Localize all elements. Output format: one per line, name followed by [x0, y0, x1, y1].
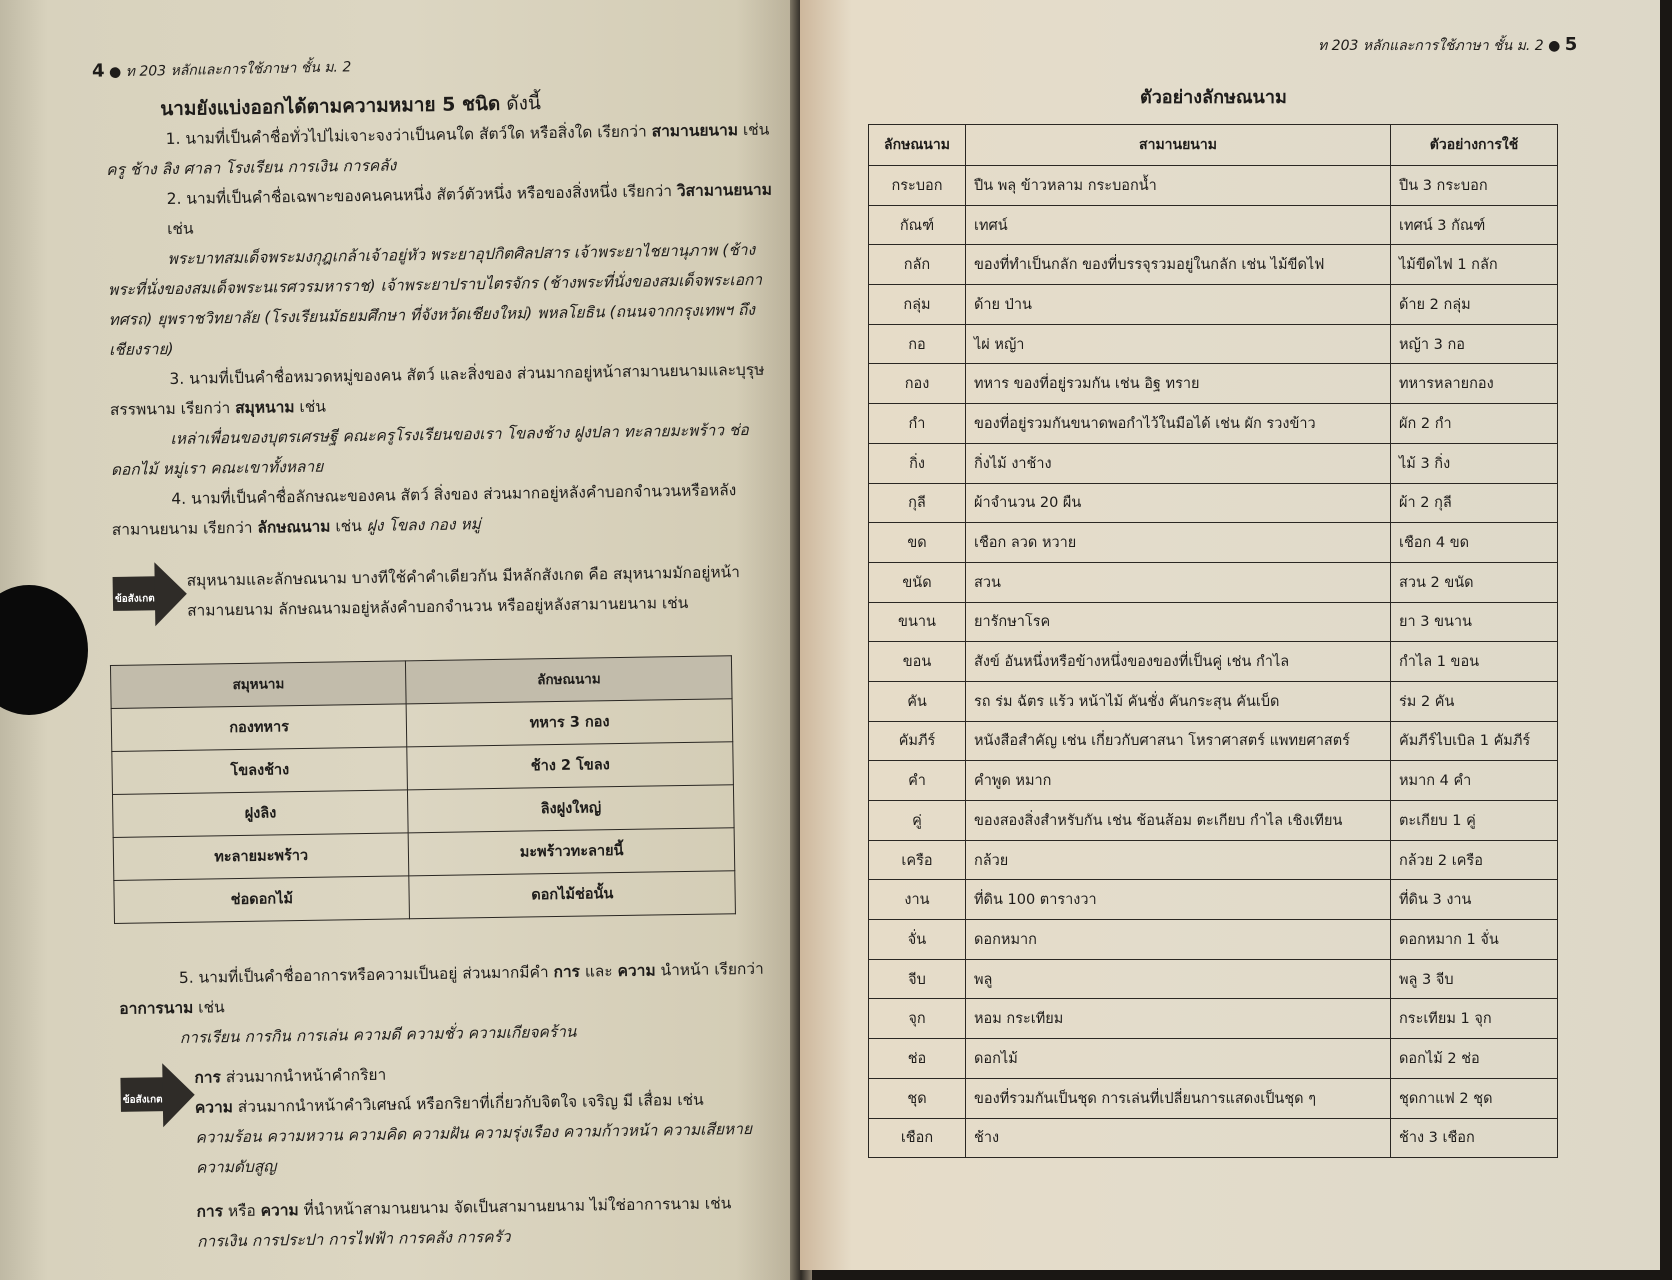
note-arrow-icon: ข้อสังเกต [112, 562, 187, 627]
table-cell: งาน [869, 880, 966, 920]
left-body [105, 84, 793, 1257]
section-heading: นามยังแบ่งออกได้ตามความหมาย 5 ชนิด ดังนี้ [160, 92, 542, 121]
table-cell: กัณฑ์ [869, 205, 966, 245]
table-cell: เชือก ลวด หวาย [966, 523, 1391, 563]
table-row [869, 443, 1558, 483]
table-cell: กลัก [869, 245, 966, 285]
table-cell: สวน 2 ขนัด [1391, 562, 1558, 602]
table-row: ช่อดอกไม้ ดอกไม้ช่อนั้น [114, 871, 736, 924]
table-cell: คำพูด หมาก [966, 761, 1391, 801]
table-row: โขลงช้าง ช้าง 2 โขลง [112, 742, 734, 795]
table-row [869, 959, 1558, 999]
table-row [869, 999, 1558, 1039]
table-cell: ของที่อยู่รวมกันขนาดพอกำไว้ในมือได้ เช่น ผัก รวงข้าว [966, 404, 1391, 444]
page-number: 5 [1564, 34, 1578, 55]
table-cell: ด้าย ป่าน [966, 285, 1391, 325]
item-1-examples: ครู ช้าง ลิง ศาลา โรงเรียน การเงิน การคลัง [106, 156, 397, 179]
table-cell: กุลี [869, 483, 966, 523]
table-cell: ผ้าจำนวน 20 ผืน [966, 483, 1391, 523]
table-row [869, 721, 1558, 761]
item-2-examples: พระบาทสมเด็จพระมงกุฎเกล้าเจ้าอยู่หัว พระยาอุปกิตศิลปสาร เจ้าพระยาไชยานุภาพ (ช้างพระที่นั่งของสมเด็จพระนเรศวรมหาราช) เจ้าพระยาปราบไตรจักร (ช้างพระที่นั่งของสมเด็จพระเอกาทศรถ) ยุพราชวิทยาลัย (โรงเรียนมัธยมศึกษา ที่จังหวัดเชียงใหม่) พหลโยธิน (ถนนจากกรุงเทพฯ ถึงเชียงราย) [107, 240, 763, 359]
table-row [869, 404, 1558, 444]
table-cell: ทหาร ของที่อยู่รวมกัน เช่น อิฐ ทราย [966, 364, 1391, 404]
bullet: ● [1548, 38, 1561, 54]
table-cell: กอง [869, 364, 966, 404]
item-3: 3. นามที่เป็นคำชื่อหมวดหมู่ของคน สัตว์ และสิ่งของ ส่วนมากอยู่หน้าสามานยนามและบุรุษสรรพนาม เรียกว่า สมุหนาม เช่น [109, 360, 765, 419]
table-row [869, 880, 1558, 920]
left-page [0, 0, 800, 1280]
table-cell: พลู [966, 959, 1391, 999]
table-cell: ของที่รวมกันเป็นชุด การเล่นที่เปลี่ยนการแสดงเป็นชุด ๆ [966, 1078, 1391, 1118]
right-page-header [1318, 34, 1577, 57]
table-row: ฝูงลิง ลิงฝูงใหญ่ [112, 785, 734, 838]
table-row [869, 920, 1558, 960]
table-cell: ชุด [869, 1078, 966, 1118]
table-cell: กำ [869, 404, 966, 444]
table-row [869, 483, 1558, 523]
table-cell: สวน [966, 562, 1391, 602]
table-cell: ดอกไม้ 2 ช่อ [1391, 1039, 1558, 1079]
table-cell: คู่ [869, 801, 966, 841]
table-cell: กลุ่ม [869, 285, 966, 325]
item-5-examples: การเรียน การกิน การเล่น ความดี ความชั่ว ความเกียจคร้าน [179, 1022, 577, 1047]
table-cell: เชือก 4 ขด [1391, 523, 1558, 563]
table-row: ทะลายมะพร้าว มะพร้าวทะลายนี้ [113, 828, 735, 881]
table-cell: เชือก [869, 1118, 966, 1158]
table-header: สามานยนาม [966, 125, 1391, 166]
item-3-examples: เหล่าเพื่อนของบุตรเศรษฐี คณะครูโรงเรียนของเรา โขลงช้าง ฝูงปลา ทะลายมะพร้าว ช่อดอกไม้ หมู่เรา คณะเขาทั้งหลาย [110, 420, 749, 479]
table-cell: ยารักษาโรค [966, 602, 1391, 642]
table-row [869, 761, 1558, 801]
note-2 [120, 1053, 793, 1258]
classifier-examples-table [868, 124, 1558, 1158]
table-cell: ขนาน [869, 602, 966, 642]
table-row [869, 166, 1558, 206]
table-header: สมุหนาม [110, 661, 406, 709]
table-cell: ปืน พลุ ข้าวหลาม กระบอกน้ำ [966, 166, 1391, 206]
table-row [869, 523, 1558, 563]
note-1 [112, 552, 783, 627]
table-row [869, 205, 1558, 245]
table-row [869, 324, 1558, 364]
table-cell: ของสองสิ่งสำหรับกัน เช่น ช้อนส้อม ตะเกียบ กำไล เชิงเทียน [966, 801, 1391, 841]
note-arrow-icon: ข้อสังเกต [120, 1063, 195, 1128]
table-cell: คำ [869, 761, 966, 801]
table-header: ลักษณนาม [869, 125, 966, 166]
table-cell: จีบ [869, 959, 966, 999]
table-cell: เครือ [869, 840, 966, 880]
item-4: 4. นามที่เป็นคำชื่อลักษณะของคน สัตว์ สิ่งของ ส่วนมากอยู่หลังคำบอกจำนวนหรือหลังสามานยนาม เรียกว่า ลักษณนาม เช่น ฝูง โขลง กอง หมู่ [111, 481, 737, 539]
table-cell: ผัก 2 กำ [1391, 404, 1558, 444]
table-cell: กระบอก [869, 166, 966, 206]
table-row [869, 681, 1558, 721]
thumb-index-hole [0, 585, 88, 715]
table-cell: ร่ม 2 คัน [1391, 681, 1558, 721]
table-cell: ไผ่ หญ้า [966, 324, 1391, 364]
table-cell: ช้าง 3 เชือก [1391, 1118, 1558, 1158]
table-header: ตัวอย่างการใช้ [1391, 125, 1558, 166]
table-cell: กิ่งไม้ งาช้าง [966, 443, 1391, 483]
table-cell: คัมภีร์ไบเบิล 1 คัมภีร์ [1391, 721, 1558, 761]
table-cell: ปืน 3 กระบอก [1391, 166, 1558, 206]
table-row [869, 1039, 1558, 1079]
table-cell: จุก [869, 999, 966, 1039]
item-1: 1. นามที่เป็นคำชื่อทั่วไปไม่เจาะจงว่าเป็นคนใด สัตว์ใด หรือสิ่งใด เรียกว่า สามานยนาม เช่น [165, 120, 770, 149]
note-1-text: สมุหนามและลักษณนาม บางทีใช้คำคำเดียวกัน มีหลักสังเกต คือ สมุหนามมักอยู่หน้าสามานยนาม ลักษณนามอยู่หลังคำบอกจำนวน หรืออยู่หลังสามานยนาม เช่น [186, 563, 741, 620]
left-page-header [92, 55, 352, 83]
table-row [869, 642, 1558, 682]
table-row: กองทหาร ทหาร 3 กอง [111, 699, 733, 752]
table-cell: หนังสือสำคัญ เช่น เกี่ยวกับศาสนา โหราศาสตร์ แพทยศาสตร์ [966, 721, 1391, 761]
classifier-examples-title: ตัวอย่างลักษณนาม [1140, 87, 1287, 108]
table-cell: ที่ดิน 3 งาน [1391, 880, 1558, 920]
table-cell: ดอกหมาก 1 จั่น [1391, 920, 1558, 960]
table-row [869, 840, 1558, 880]
table-cell: กิ่ง [869, 443, 966, 483]
table-cell: กล้วย 2 เครือ [1391, 840, 1558, 880]
table-cell: ดอกไม้ [966, 1039, 1391, 1079]
table-cell: หมาก 4 คำ [1391, 761, 1558, 801]
table-cell: กอ [869, 324, 966, 364]
table-row [869, 364, 1558, 404]
table-cell: หญ้า 3 กอ [1391, 324, 1558, 364]
item-2: 2. นามที่เป็นคำชื่อเฉพาะของคนคนหนึ่ง สัตว์ตัวหนึ่ง หรือของสิ่งหนึ่ง เรียกว่า วิสามานยนาม เช่น [166, 180, 772, 239]
table-cell: สังข์ อันหนึ่งหรือข้างหนึ่งของของที่เป็นคู่ เช่น กำไล [966, 642, 1391, 682]
course-title: ท 203 หลักและการใช้ภาษา ชั้น ม. 2 [1318, 38, 1544, 54]
table-cell: ยา 3 ขนาน [1391, 602, 1558, 642]
table-cell: ด้าย 2 กลุ่ม [1391, 285, 1558, 325]
table-row [869, 285, 1558, 325]
collective-vs-classifier-table [110, 655, 736, 924]
table-cell: ไม้ 3 กิ่ง [1391, 443, 1558, 483]
table-header: ลักษณนาม [406, 656, 732, 704]
table-cell: กระเทียม 1 จุก [1391, 999, 1558, 1039]
page-number: 4 [91, 60, 105, 82]
table-row [869, 1118, 1558, 1158]
table-row [869, 1078, 1558, 1118]
table-cell: ช่อ [869, 1039, 966, 1079]
table-cell: กล้วย [966, 840, 1391, 880]
table-cell: พลู 3 จีบ [1391, 959, 1558, 999]
table-cell: กำไล 1 ขอน [1391, 642, 1558, 682]
table-cell: ทหารหลายกอง [1391, 364, 1558, 404]
course-title: ท 203 หลักและการใช้ภาษา ชั้น ม. 2 [125, 59, 352, 81]
table-cell: ขด [869, 523, 966, 563]
table-cell: ขนัด [869, 562, 966, 602]
table-cell: ผ้า 2 กุลี [1391, 483, 1558, 523]
table-cell: คัน [869, 681, 966, 721]
table-cell: เทศน์ [966, 205, 1391, 245]
table-row [869, 562, 1558, 602]
table-cell: จั่น [869, 920, 966, 960]
table-cell: คัมภีร์ [869, 721, 966, 761]
table-row [869, 801, 1558, 841]
table-cell: ตะเกียบ 1 คู่ [1391, 801, 1558, 841]
table-cell: ขอน [869, 642, 966, 682]
table-cell: เทศน์ 3 กัณฑ์ [1391, 205, 1558, 245]
note-2-text: การ ส่วนมากนำหน้าคำกริยา ความ ส่วนมากนำหน้าคำวิเศษณ์ หรือกริยาที่เกี่ยวกับจิตใจ เจริญ มี เสื่อม เช่น ความร้อน ความหวาน ความคิด ความฝัน ความรุ่งเรือง ความก้าวหน้า ความเสียหาย ความดับสูญ การ หรือ ความ ที่นำหน้าสามานยนาม จัดเป็นสามานยนาม ไม่ใช่อาการนาม เช่น การเงิน การประปา การไฟฟ้า การคลัง การครัว [194, 1065, 753, 1251]
item-5: 5. นามที่เป็นคำชื่ออาการหรือความเป็นอยู่ ส่วนมากมีคำ การ และ ความ นำหน้า เรียกว่า อาการนาม เช่น [119, 959, 764, 1018]
table-cell: รถ ร่ม ฉัตร แร้ว หน้าไม้ คันชั่ง คันกระสุน คันเบ็ด [966, 681, 1391, 721]
table-cell: ดอกหมาก [966, 920, 1391, 960]
table-cell: ของที่ทำเป็นกลัก ของที่บรรจุรวมอยู่ในกลัก เช่น ไม้ขีดไฟ [966, 245, 1391, 285]
table-row [869, 602, 1558, 642]
table-cell: ชุดกาแฟ 2 ชุด [1391, 1078, 1558, 1118]
bullet: ● [108, 64, 122, 81]
table-cell: ไม้ขีดไฟ 1 กลัก [1391, 245, 1558, 285]
table-cell: หอม กระเทียม [966, 999, 1391, 1039]
table-cell: ช้าง [966, 1118, 1391, 1158]
table-cell: ที่ดิน 100 ตารางวา [966, 880, 1391, 920]
table-row [869, 245, 1558, 285]
